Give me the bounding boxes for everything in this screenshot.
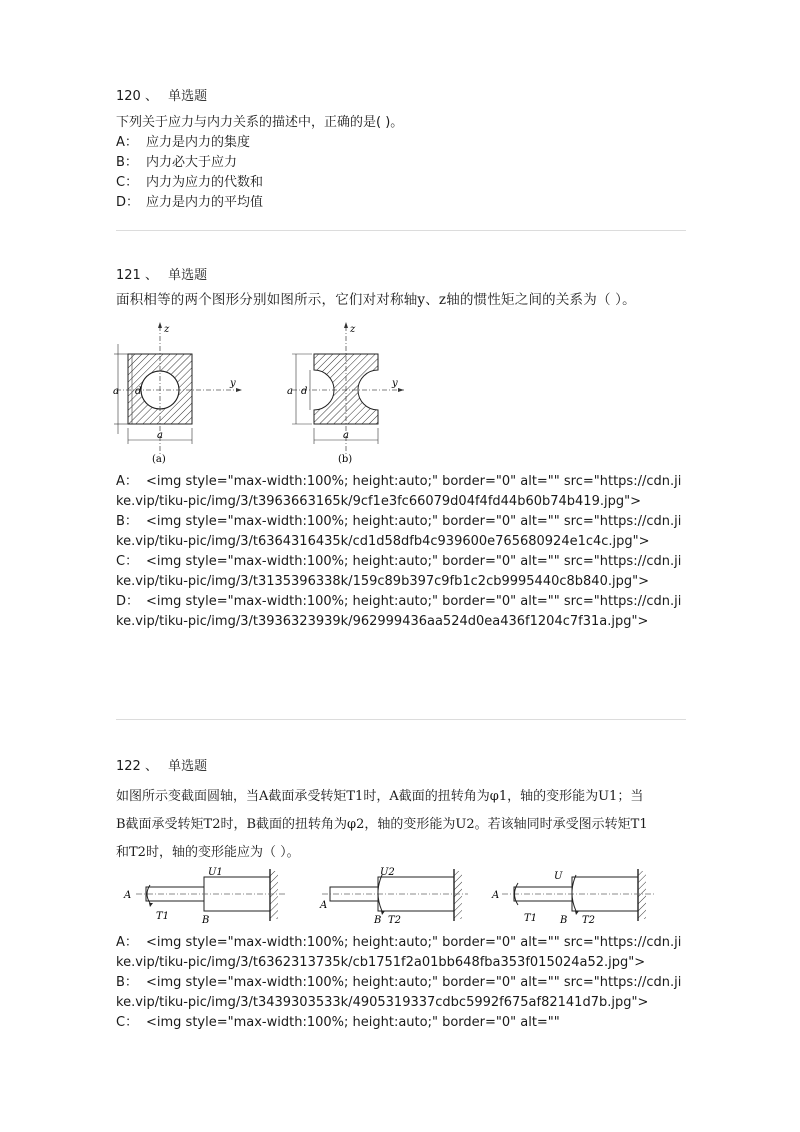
question-header bbox=[116, 757, 686, 777]
option-key: C： bbox=[116, 1015, 139, 1030]
question-stem-line: 和T2时，轴的变形能应为（ ）。 bbox=[116, 845, 300, 860]
figure-caption: (a) bbox=[152, 454, 166, 465]
fig-label: T1 bbox=[156, 911, 170, 922]
fig-label: U bbox=[554, 871, 563, 882]
dim-label: d bbox=[301, 386, 308, 397]
question-type: 单选题 bbox=[168, 268, 208, 283]
option-text: 内力为应力的代数和 bbox=[146, 175, 264, 190]
cross-section-figure bbox=[113, 316, 416, 466]
option-key: C： bbox=[116, 554, 139, 569]
option-key: D： bbox=[116, 195, 140, 210]
option-b[interactable] bbox=[116, 973, 686, 1013]
shaft-figure bbox=[116, 867, 676, 931]
fig-label: A bbox=[492, 890, 500, 901]
option-d[interactable] bbox=[116, 592, 686, 632]
question-header bbox=[116, 266, 686, 286]
divider bbox=[116, 719, 686, 720]
question-stem: 下列关于应力与内力关系的描述中，正确的是( )。 bbox=[116, 115, 404, 130]
fig-label: A bbox=[320, 900, 328, 911]
dim-label: a bbox=[113, 386, 119, 397]
shaft-figure-2 bbox=[319, 867, 468, 926]
option-text: 应力是内力的集度 bbox=[146, 135, 251, 150]
option-a[interactable] bbox=[116, 133, 686, 153]
question-stem-line: 如图所示变截面圆轴，当A截面承受转矩T1时，A截面的扭转角为φ1，轴的变形能为U1；当 bbox=[116, 789, 644, 804]
option-key: A： bbox=[116, 135, 138, 150]
option-b[interactable] bbox=[116, 512, 686, 552]
option-c[interactable] bbox=[116, 552, 686, 592]
question-122 bbox=[116, 757, 686, 1033]
fig-label: A bbox=[124, 890, 132, 901]
option-key: D： bbox=[116, 594, 140, 609]
option-a[interactable] bbox=[116, 933, 686, 973]
option-key: A： bbox=[116, 935, 138, 950]
figure-caption: (b) bbox=[338, 454, 353, 465]
axis-label: z bbox=[164, 324, 170, 335]
question-type: 单选题 bbox=[168, 759, 208, 774]
question-number: 122 、 bbox=[116, 759, 158, 774]
option-text: <img style="max-width:100%; height:auto;" border="0" alt="" src="https://cdn.jike.vip/tiku-pic/img/3/t3936323939k/962999436aa524d0ea436f1204c7f31a.jpg"> bbox=[116, 594, 682, 629]
shaft-figure-1 bbox=[123, 867, 286, 926]
dim-label: a bbox=[287, 386, 293, 397]
figure-b bbox=[287, 322, 404, 465]
option-key: B： bbox=[116, 975, 138, 990]
option-b[interactable] bbox=[116, 153, 686, 173]
fig-label: T2 bbox=[388, 915, 402, 926]
option-text: <img style="max-width:100%; height:auto;" border="0" alt="" src="https://cdn.jike.vip/tiku-pic/img/3/t3135396338k/159c89b397c9fb1c2cb9995440c8b840.jpg"> bbox=[116, 554, 682, 589]
option-c[interactable] bbox=[116, 1013, 686, 1033]
shaft-figure-3 bbox=[491, 869, 656, 926]
figure-a bbox=[113, 322, 242, 465]
axis-label: z bbox=[350, 324, 356, 335]
fig-label: U2 bbox=[380, 867, 395, 878]
option-key: B： bbox=[116, 514, 138, 529]
option-text: <img style="max-width:100%; height:auto;" border="0" alt="" src="https://cdn.jike.vip/tiku-pic/img/3/t6362313735k/cb1751f2a01bb648fba353f015024a52.jpg"> bbox=[116, 935, 682, 970]
option-text: <img style="max-width:100%; height:auto;" border="0" alt="" src="https://cdn.jike.vip/tiku-pic/img/3/t6364316435k/cd1d58dfb4c939600e765680924e1c4c.jpg"> bbox=[116, 514, 682, 549]
question-stem: 面积相等的两个图形分别如图所示，它们对对称轴y、z轴的惯性矩之间的关系为（ ）。 bbox=[116, 292, 636, 308]
fig-label: B bbox=[374, 915, 382, 926]
question-number: 120 、 bbox=[116, 89, 158, 104]
option-a[interactable] bbox=[116, 472, 686, 512]
option-text: 内力必大于应力 bbox=[146, 155, 238, 170]
question-number: 121 、 bbox=[116, 268, 158, 283]
axis-label: y bbox=[392, 378, 398, 389]
option-text: <img style="max-width:100%; height:auto;" border="0" alt="" bbox=[146, 1015, 560, 1030]
dim-label: d bbox=[135, 386, 142, 397]
question-stem-line: B截面承受转矩T2时，B截面的扭转角为φ2，轴的变形能为U2。若该轴同时承受图示转矩T1 bbox=[116, 817, 648, 832]
fig-label: B bbox=[202, 915, 210, 926]
option-text: <img style="max-width:100%; height:auto;" border="0" alt="" src="https://cdn.jike.vip/tiku-pic/img/3/t3963663165k/9cf1e3fc66079d04f4fd44b60b74b419.jpg"> bbox=[116, 474, 682, 509]
fig-label: U1 bbox=[208, 867, 223, 878]
question-121 bbox=[113, 266, 686, 632]
divider bbox=[116, 230, 686, 231]
option-text: 应力是内力的平均值 bbox=[146, 195, 264, 210]
fig-label: T2 bbox=[582, 915, 596, 926]
option-c[interactable] bbox=[116, 173, 686, 193]
option-d[interactable] bbox=[116, 193, 686, 213]
option-key: A： bbox=[116, 474, 138, 489]
question-header bbox=[116, 87, 686, 107]
option-key: C： bbox=[116, 175, 139, 190]
fig-label: B bbox=[560, 915, 568, 926]
option-text: <img style="max-width:100%; height:auto;" border="0" alt="" src="https://cdn.jike.vip/tiku-pic/img/3/t3439303533k/4905319337cdbc5992f675af82141d7b.jpg"> bbox=[116, 975, 682, 1010]
dim-label: a bbox=[343, 430, 349, 441]
axis-label: y bbox=[230, 378, 236, 389]
fig-label: T1 bbox=[524, 913, 538, 924]
question-120 bbox=[116, 87, 686, 213]
option-key: B： bbox=[116, 155, 138, 170]
dim-label: a bbox=[157, 430, 163, 441]
question-type: 单选题 bbox=[168, 89, 208, 104]
